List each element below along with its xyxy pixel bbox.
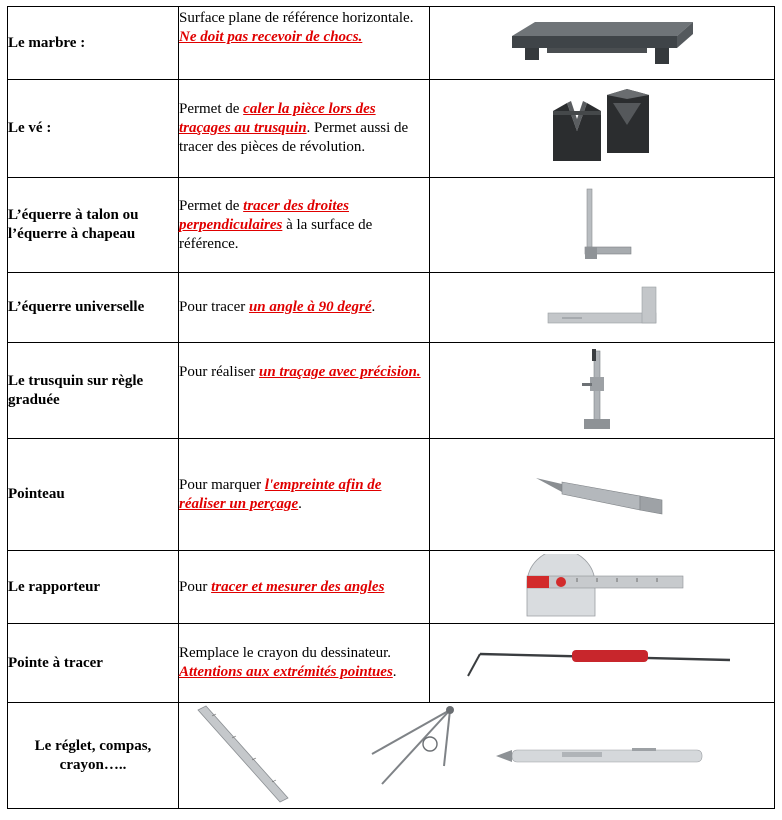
surface-plate-image: [507, 18, 697, 68]
scriber-image: [462, 638, 742, 688]
tools-table: [7, 6, 775, 809]
tool-image-cell: [430, 273, 775, 343]
table-row: [8, 624, 775, 703]
rule-compass-pen-image: [182, 704, 772, 808]
tool-name: Pointeau: [8, 439, 179, 551]
tool-description: Pour réaliser un traçage avec précision.: [179, 343, 430, 439]
tool-name: Le réglet, compas, crayon…..: [8, 703, 179, 809]
tool-image-cell: [430, 551, 775, 624]
table-row: [8, 273, 775, 343]
tool-name: Le marbre :: [8, 7, 179, 80]
multi-tool-pen-image: [496, 748, 702, 762]
tool-name: L’équerre à talon ou l’équerre à chapeau: [8, 178, 179, 273]
tool-description: Pour marquer l'empreinte afin de réaliser un perçage.: [179, 439, 430, 551]
tool-image-cell: [430, 343, 775, 439]
tool-image-cell: [430, 439, 775, 551]
tool-name: L’équerre universelle: [8, 273, 179, 343]
tool-description: Permet de caler la pièce lors des traçages au trusquin. Permet aussi de tracer des pièces de révolution.: [179, 80, 430, 178]
flat-square-image: [542, 283, 662, 333]
table-row: [8, 439, 775, 551]
steel-rule-image: [198, 706, 288, 802]
tool-name: Le trusquin sur règle graduée: [8, 343, 179, 439]
tool-description: Permet de tracer des droites perpendiculaires à la surface de référence.: [179, 178, 430, 273]
table-row: [8, 178, 775, 273]
tool-description: Surface plane de référence horizontale. Ne doit pas recevoir de chocs.: [179, 7, 430, 80]
tool-description: Pour tracer un angle à 90 degré.: [179, 273, 430, 343]
square-with-stock-image: [567, 185, 637, 265]
tool-name: Le rapporteur: [8, 551, 179, 624]
tool-image-cell: [430, 178, 775, 273]
table-row: [8, 343, 775, 439]
v-block-image: [547, 89, 657, 169]
center-punch-image: [532, 470, 672, 520]
tool-name: Le vé :: [8, 80, 179, 178]
tool-description: Remplace le crayon du dessinateur. Attentions aux extrémités pointues.: [179, 624, 430, 703]
tool-name: Pointe à tracer: [8, 624, 179, 703]
tool-image-cell: [430, 624, 775, 703]
compass-image: [372, 706, 454, 784]
tool-description: Pour tracer et mesurer des angles: [179, 551, 430, 624]
protractor-image: [517, 554, 687, 620]
table-row: [8, 80, 775, 178]
table-row: [8, 703, 775, 809]
table-row: [8, 551, 775, 624]
tool-image-cell: [430, 7, 775, 80]
tool-image-cell: [179, 703, 775, 809]
table-row: [8, 7, 775, 80]
tool-image-cell: [430, 80, 775, 178]
height-gauge-image: [572, 347, 632, 435]
